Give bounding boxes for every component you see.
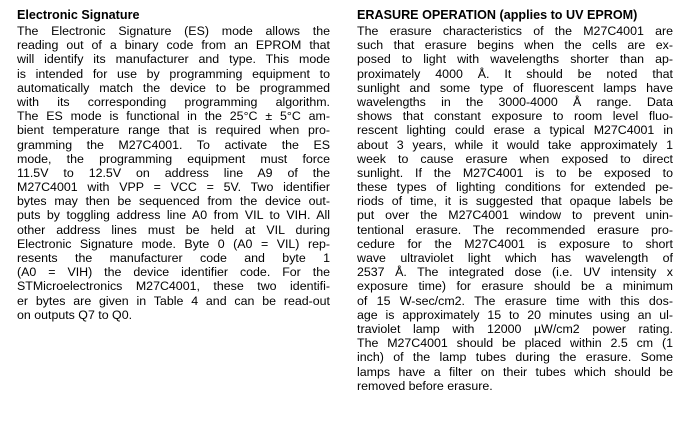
- text-line: sunlight. If the M27C4001 is to be exposed to: [357, 165, 673, 180]
- text-line: exposure time) for erasure should be a minimum: [357, 279, 673, 294]
- text-line: week to cause erasure when exposed to direct: [357, 151, 673, 166]
- text-line: bytes may then be sequenced from the device out-: [17, 194, 330, 209]
- text-line: cedure for the M27C4001 is exposure to short: [357, 236, 673, 251]
- section-heading: ERASURE OPERATION (applies to UV EPROM): [357, 8, 638, 22]
- text-line: of 15 W-sec/cm2. The erasure time with this dos-: [357, 293, 673, 308]
- electronic-signature-section: [17, 7, 330, 322]
- text-line: riods of time, it is suggested that opaque labels be: [357, 194, 673, 209]
- text-line: proximately 4000 Å. It should be noted that: [357, 66, 673, 81]
- text-line: er bytes are given in Table 4 and can be read-out: [17, 293, 330, 308]
- text-line: put over the M27C4001 window to prevent unin-: [357, 208, 673, 223]
- text-line: The ES mode is functional in the 25°C ± 5°C am-: [17, 109, 330, 124]
- text-line: STMicroelectronics M27C4001, these two identifi-: [17, 279, 330, 294]
- text-line: The erasure characteristics of the M27C4001 are: [357, 24, 673, 38]
- text-line: wave ultraviolet light which has wavelength of: [357, 251, 673, 265]
- text-line: posed to light with wavelengths shorter than ap-: [357, 52, 673, 67]
- text-line: wavelengths in the 3000-4000 Å range. Data: [357, 94, 673, 109]
- text-line: rescent lighting could erase a typical M27C4001 in: [357, 123, 673, 138]
- text-line: The Electronic Signature (ES) mode allows the: [17, 24, 330, 38]
- text-line: about 3 years, while it would take approximately 1: [357, 137, 673, 152]
- text-line: puts by toggling address line A0 from VIL to VIH. All: [17, 208, 330, 223]
- section-heading: Electronic Signature: [17, 8, 140, 22]
- text-line: traviolet lamp with 12000 µW/cm2 power rating.: [357, 321, 673, 336]
- text-line: 2537 Å. The integrated dose (i.e. UV intensity x: [357, 265, 673, 280]
- text-line: on outputs Q7 to Q0.: [17, 307, 133, 322]
- text-line: is intended for use by programming equipment to: [17, 66, 330, 81]
- text-line: gramming the M27C4001. To activate the ES: [17, 137, 330, 152]
- text-line: mode, the programming equipment must force: [17, 151, 330, 166]
- text-line: sunlight and some type of fluorescent lamps have: [357, 80, 673, 95]
- text-line: (A0 = VIH) the device identifier code. For the: [17, 265, 330, 280]
- text-line: bient temperature range that is required when pro-: [17, 123, 330, 138]
- text-line: shows that constant exposure to room level fluo-: [357, 109, 673, 124]
- text-line: with its corresponding programming algorithm.: [17, 94, 330, 109]
- text-line: reading out of a binary code from an EPROM that: [17, 38, 330, 53]
- text-line: automatically match the device to be programmed: [17, 80, 330, 95]
- paragraph: [357, 24, 673, 393]
- text-line: 11.5V to 12.5V on address line A9 of the: [17, 165, 330, 180]
- text-line: age is approximately 15 to 20 minutes using an ul-: [357, 307, 673, 322]
- text-line: these types of lighting conditions for extended pe-: [357, 180, 673, 195]
- text-line: lamps have a filter on their tubes which should be: [357, 364, 673, 379]
- text-line: inch) of the lamp tubes during the erasure. Some: [357, 350, 673, 365]
- text-line: will identify its manufacturer and type. This mode: [17, 52, 330, 67]
- paragraph: [17, 24, 330, 322]
- text-line: Electronic Signature mode. Byte 0 (A0 = VIL) rep-: [17, 236, 330, 251]
- text-line: The M27C4001 should be placed within 2.5 cm (1: [357, 336, 673, 351]
- text-line: tentional erasure. The recommended erasure pro-: [357, 222, 673, 237]
- text-line: removed before erasure.: [357, 378, 493, 393]
- erasure-operation-section: [357, 7, 673, 393]
- text-line: other address lines must be held at VIL during: [17, 222, 330, 237]
- text-line: M27C4001 with VPP = VCC = 5V. Two identifier: [17, 180, 330, 195]
- text-line: such that erasure begins when the cells are ex-: [357, 38, 673, 53]
- text-line: resents the manufacturer code and byte 1: [17, 251, 330, 265]
